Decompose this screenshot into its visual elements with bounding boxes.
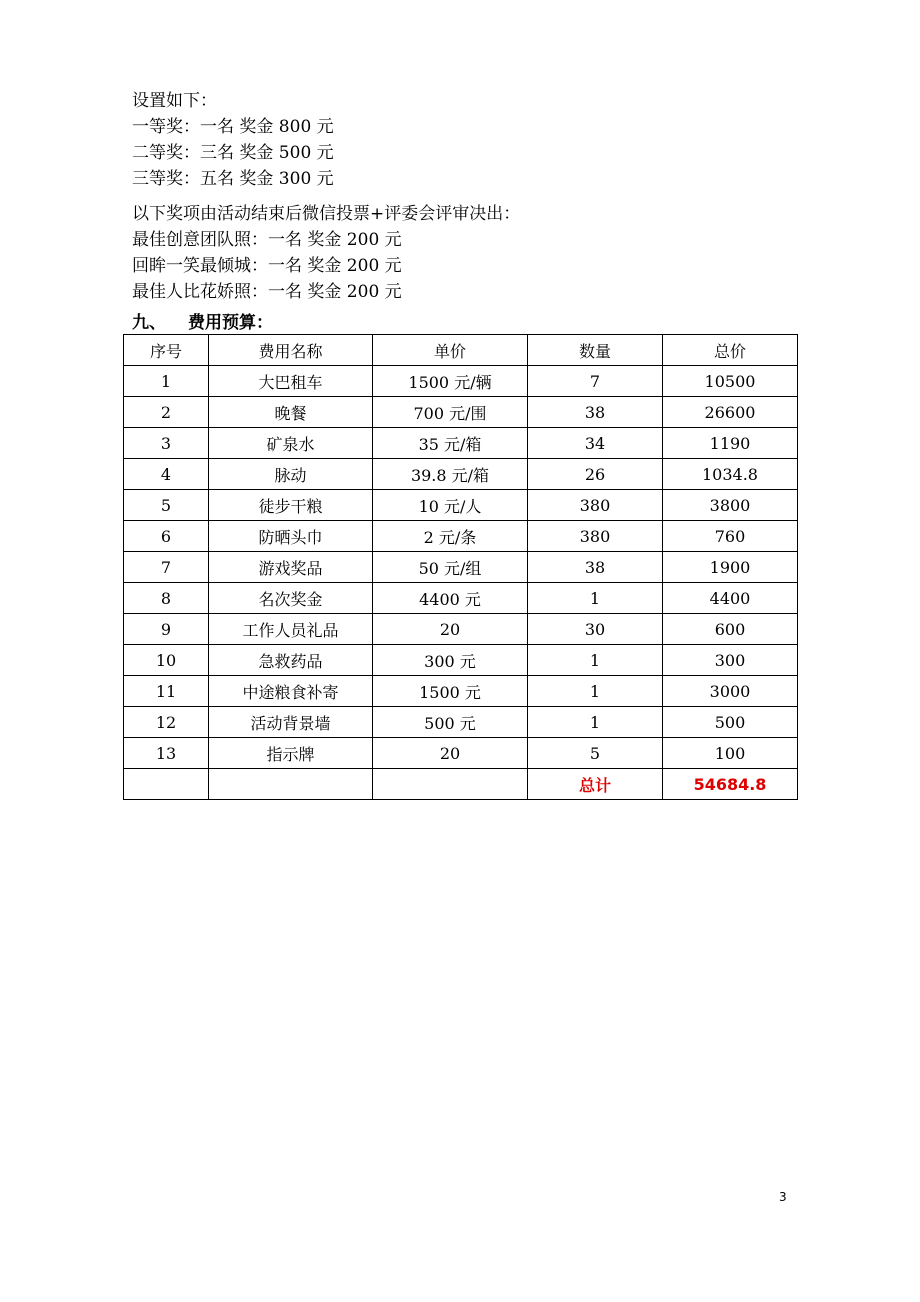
table-row xyxy=(124,428,798,459)
cell-item-name: 矿泉水 xyxy=(209,428,373,459)
cell-total-price: 1190 xyxy=(663,428,798,459)
cell-item-name: 防晒头巾 xyxy=(209,521,373,552)
cell-total-price: 3800 xyxy=(663,490,798,521)
cell-quantity: 1 xyxy=(528,676,663,707)
cell-unit-price: 39.8 元/箱 xyxy=(373,459,528,490)
cell-index: 7 xyxy=(124,552,209,583)
cell-index: 12 xyxy=(124,707,209,738)
empty-cell xyxy=(373,769,528,800)
table-row xyxy=(124,459,798,490)
cell-index: 13 xyxy=(124,738,209,769)
vote-award-item: 回眸一笑最倾城：一名 奖金 200 元 xyxy=(132,256,402,276)
cell-unit-price: 20 xyxy=(373,738,528,769)
table-row xyxy=(124,707,798,738)
cell-index: 2 xyxy=(124,397,209,428)
empty-cell xyxy=(209,769,373,800)
table-row xyxy=(124,397,798,428)
award-item: 三等奖：五名 奖金 300 元 xyxy=(132,169,334,189)
total-value: 54684.8 xyxy=(663,769,798,800)
cell-item-name: 游戏奖品 xyxy=(209,552,373,583)
cell-total-price: 4400 xyxy=(663,583,798,614)
table-row xyxy=(124,676,798,707)
cell-quantity: 5 xyxy=(528,738,663,769)
cell-quantity: 34 xyxy=(528,428,663,459)
cell-item-name: 活动背景墙 xyxy=(209,707,373,738)
cell-unit-price: 10 元/人 xyxy=(373,490,528,521)
cell-quantity: 26 xyxy=(528,459,663,490)
cell-item-name: 脉动 xyxy=(209,459,373,490)
table-row xyxy=(124,738,798,769)
cell-quantity: 30 xyxy=(528,614,663,645)
page-number: 3 xyxy=(779,1190,787,1204)
cell-unit-price: 300 元 xyxy=(373,645,528,676)
cell-index: 1 xyxy=(124,366,209,397)
cell-item-name: 急救药品 xyxy=(209,645,373,676)
header-item-name: 费用名称 xyxy=(209,335,373,366)
cell-item-name: 晚餐 xyxy=(209,397,373,428)
cell-unit-price: 700 元/围 xyxy=(373,397,528,428)
table-row xyxy=(124,521,798,552)
cell-quantity: 380 xyxy=(528,490,663,521)
cell-item-name: 中途粮食补寄 xyxy=(209,676,373,707)
cell-index: 11 xyxy=(124,676,209,707)
cell-total-price: 300 xyxy=(663,645,798,676)
header-quantity: 数量 xyxy=(528,335,663,366)
table-total-row xyxy=(124,769,798,800)
cell-quantity: 7 xyxy=(528,366,663,397)
award-item: 一等奖：一名 奖金 800 元 xyxy=(132,117,334,137)
cell-total-price: 3000 xyxy=(663,676,798,707)
cell-unit-price: 1500 元/辆 xyxy=(373,366,528,397)
cell-item-name: 工作人员礼品 xyxy=(209,614,373,645)
empty-cell xyxy=(124,769,209,800)
cell-total-price: 500 xyxy=(663,707,798,738)
cell-index: 3 xyxy=(124,428,209,459)
cell-index: 5 xyxy=(124,490,209,521)
header-unit-price: 单价 xyxy=(373,335,528,366)
cell-quantity: 38 xyxy=(528,552,663,583)
cell-index: 9 xyxy=(124,614,209,645)
vote-awards-intro: 以下奖项由活动结束后微信投票+评委会评审决出： xyxy=(132,204,521,224)
cell-quantity: 1 xyxy=(528,583,663,614)
paragraph-gap xyxy=(132,192,520,201)
cell-unit-price: 500 元 xyxy=(373,707,528,738)
section-heading xyxy=(132,312,273,334)
cell-unit-price: 50 元/组 xyxy=(373,552,528,583)
header-total-price: 总价 xyxy=(663,335,798,366)
vote-award-item: 最佳人比花娇照：一名 奖金 200 元 xyxy=(132,282,402,302)
table-row xyxy=(124,645,798,676)
table-row xyxy=(124,583,798,614)
cell-total-price: 1034.8 xyxy=(663,459,798,490)
cell-item-name: 名次奖金 xyxy=(209,583,373,614)
vote-award-item: 最佳创意团队照：一名 奖金 200 元 xyxy=(132,230,402,250)
cell-quantity: 380 xyxy=(528,521,663,552)
awards-intro: 设置如下： xyxy=(132,91,217,111)
cell-quantity: 38 xyxy=(528,397,663,428)
cell-item-name: 徒步干粮 xyxy=(209,490,373,521)
cell-quantity: 1 xyxy=(528,707,663,738)
cell-index: 6 xyxy=(124,521,209,552)
cell-unit-price: 4400 元 xyxy=(373,583,528,614)
cell-total-price: 760 xyxy=(663,521,798,552)
total-label: 总计 xyxy=(528,769,663,800)
cell-unit-price: 2 元/条 xyxy=(373,521,528,552)
cell-index: 8 xyxy=(124,583,209,614)
table-row xyxy=(124,366,798,397)
cell-unit-price: 1500 元 xyxy=(373,676,528,707)
cell-index: 10 xyxy=(124,645,209,676)
cell-unit-price: 35 元/箱 xyxy=(373,428,528,459)
section-title: 费用预算： xyxy=(188,313,273,333)
table-row xyxy=(124,552,798,583)
cell-total-price: 100 xyxy=(663,738,798,769)
table-row xyxy=(124,614,798,645)
cell-item-name: 大巴租车 xyxy=(209,366,373,397)
cell-total-price: 600 xyxy=(663,614,798,645)
award-item: 二等奖：三名 奖金 500 元 xyxy=(132,143,334,163)
section-number: 九、 xyxy=(132,313,166,333)
awards-section xyxy=(132,88,520,305)
cell-item-name: 指示牌 xyxy=(209,738,373,769)
cell-quantity: 1 xyxy=(528,645,663,676)
cell-unit-price: 20 xyxy=(373,614,528,645)
budget-table-body xyxy=(124,366,798,769)
table-header-row xyxy=(124,335,798,366)
cell-total-price: 26600 xyxy=(663,397,798,428)
cell-total-price: 10500 xyxy=(663,366,798,397)
cell-total-price: 1900 xyxy=(663,552,798,583)
header-index: 序号 xyxy=(124,335,209,366)
cell-index: 4 xyxy=(124,459,209,490)
budget-table xyxy=(123,334,798,800)
table-row xyxy=(124,490,798,521)
